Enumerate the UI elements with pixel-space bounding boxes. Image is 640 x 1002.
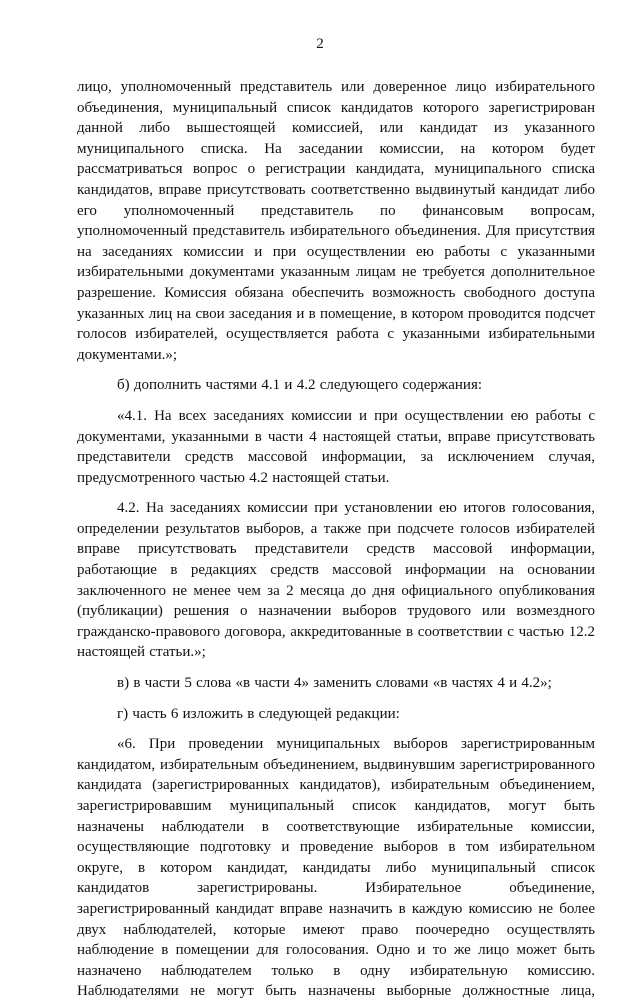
- paragraph-amendment-b: б) дополнить частями 4.1 и 4.2 следующего содержания:: [117, 377, 483, 394]
- paragraph-continuation: лицо, уполномоченный представитель или доверенное лицо избирательного объединения, муниципальный список кандидатов которого зарегистрирован данной либо вышестоящей комиссией, или кандидат из указанного муниципального списка. На заседании комиссии, на котором будет рассматриваться вопрос о регистрации кандидата, муниципального списка кандидатов, вправе присутствовать соответственно выдвинутый кандидат либо его уполномоченный представитель по финансовым вопросам, уполномоченный представитель избирательного объединения. Для присутствия на заседаниях комиссии и при осуществлении ею работы с указанными избирательными документами указанным лицам не требуется дополнительное разрешение. Комиссия обязана обеспечить возможность свободного доступа указанных лиц на свои заседания и в помещение, в котором проводится подсчет голосов избирателей, осуществляется работа с указанными избирательными документами.»;: [77, 79, 595, 363]
- page-number: 2: [316, 36, 324, 52]
- paragraph-amendment-g: г) часть 6 изложить в следующей редакции:: [117, 705, 400, 722]
- paragraph-part-4-1: «4.1. На всех заседаниях комиссии и при осуществлении ею работы с документами, указанными в части 4 настоящей статьи, вправе присутствовать представители средств массовой информации, за исключением случая, предусмотренного частью 4.2 настоящей статьи.: [77, 407, 595, 486]
- paragraph-part-6: «6. При проведении муниципальных выборов зарегистрированным кандидатом, избирательным объединением, выдвинувшим зарегистрированного кандидата (зарегистрированных кандидатов), избирательным объединением, зарегистрировавшим муниципальный список кандидатов, могут быть назначены наблюдатели в соответствующие избирательные комиссии, осуществляющие подготовку и проведение выборов в том избирательном округе, в котором кандидат, кандидаты либо муниципальный список кандидатов зарегистрированы. Избирательное объединение, зарегистрированный кандидат вправе назначить в каждую комиссию не более двух наблюдателей, которые имеют право поочередно осуществлять наблюдение в помещении для голосования. Одно и то же лицо может быть назначено наблюдателем только в одну избирательную комиссию. Наблюдателями не могут быть назначены выборные должностные лица,: [77, 736, 595, 1000]
- document-body: [77, 77, 595, 1002]
- paragraph-amendment-v: в) в части 5 слова «в части 4» заменить словами «в частях 4 и 4.2»;: [117, 675, 552, 692]
- paragraph-part-4-2: 4.2. На заседаниях комиссии при установлении ею итогов голосования, определении результатов выборов, а также при подсчете голосов избирателей вправе присутствовать представители средств массовой информации, работающие в редакциях средств массовой информации на основании заключенного не менее чем за 2 месяца до дня официального опубликования (публикации) решения о назначении выборов трудового или возмездного гражданско-правового договора, аккредитованные в соответствии с частью 12.2 настоящей статьи.»;: [77, 500, 595, 661]
